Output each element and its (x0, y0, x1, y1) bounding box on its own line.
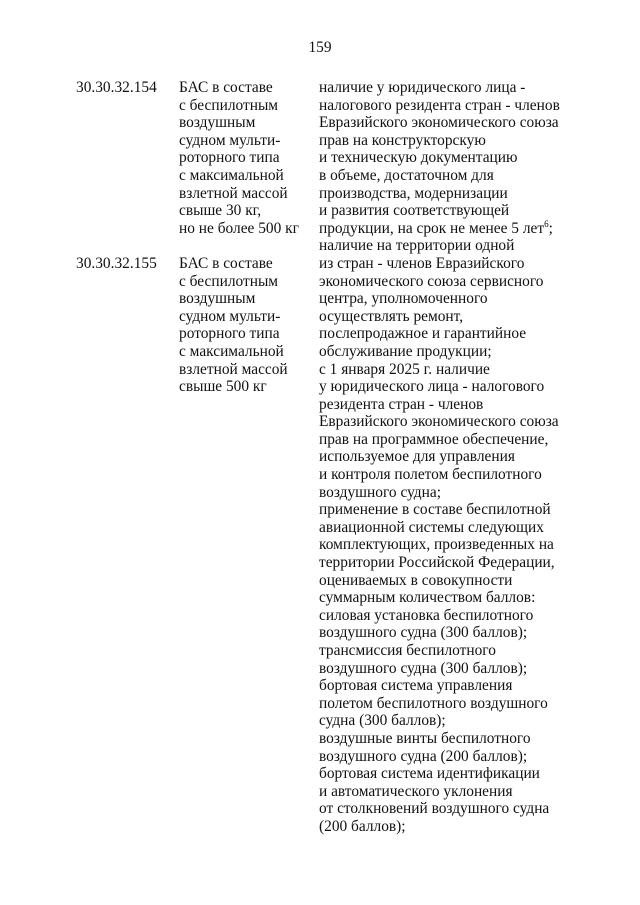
condition-line: (200 баллов); (319, 817, 406, 835)
condition-line: воздушные винты беспилотного (319, 729, 531, 747)
condition-line: воздушного судна; (319, 483, 441, 501)
product-name-line: воздушным (179, 114, 256, 132)
product-name-line: судном мульти- (179, 307, 281, 325)
product-name-line: с максимальной (179, 342, 284, 360)
conditions-column (319, 79, 560, 836)
condition-line: прав на программное обеспечение, (319, 430, 549, 448)
condition-line: из стран - членов Евразийского (319, 254, 525, 272)
product-name-line: взлетной массой (179, 184, 288, 202)
product-name-line: с максимальной (179, 166, 284, 184)
condition-line: воздушного судна (300 баллов); (319, 624, 528, 642)
condition-line: налогового резидента стран - членов (319, 96, 560, 114)
product-name-line: воздушным (179, 290, 256, 308)
page-number: 159 (308, 39, 332, 56)
condition-line: обслуживание продукции; (319, 342, 492, 360)
condition-line: используемое для управления (319, 448, 515, 466)
product-name-line: но не более 500 кг (179, 219, 299, 237)
condition-line: и техническую документацию (319, 149, 518, 167)
condition-line: полетом беспилотного воздушного (319, 694, 548, 712)
condition-line: применение в составе беспилотной (319, 501, 551, 519)
condition-line-with-footnote (319, 220, 560, 238)
condition-line: территории Российской Федерации, (319, 554, 555, 572)
condition-line: трансмиссия беспилотного (319, 642, 496, 659)
condition-text: продукции, на срок не менее 5 лет (319, 219, 545, 237)
condition-line: производства, модернизации (319, 184, 508, 202)
condition-line: осуществлять ремонт, (319, 307, 464, 325)
product-name (179, 79, 299, 237)
condition-line: резидента стран - членов (319, 395, 484, 413)
condition-line: прав на конструкторскую (319, 131, 486, 149)
product-name-line: роторного типа (179, 149, 280, 167)
condition-line: силовая установка беспилотного (319, 606, 534, 624)
product-name-line: БАС в составе (179, 79, 273, 96)
condition-line: воздушного судна (200 баллов); (319, 747, 528, 765)
condition-line: с 1 января 2025 г. наличие (319, 360, 490, 378)
condition-line: в объеме, достаточном для (319, 166, 494, 184)
condition-line: послепродажное и гарантийное (319, 325, 527, 343)
condition-line: у юридического лица - налогового (319, 378, 545, 396)
condition-line: экономического союза сервисного (319, 272, 544, 290)
product-code: 30.30.32.155 (76, 255, 157, 272)
product-name-line: с беспилотным (179, 272, 279, 290)
condition-line: наличие на территории одной (319, 237, 515, 255)
condition-line: суммарным количеством баллов: (319, 589, 536, 607)
condition-line: и развития соответствующей (319, 202, 510, 220)
condition-line: наличие у юридического лица - (319, 79, 526, 96)
product-name-line: свыше 500 кг (179, 378, 267, 396)
product-code: 30.30.32.154 (76, 79, 157, 96)
product-name (179, 255, 288, 396)
condition-line: бортовая система управления (319, 677, 513, 695)
product-name-line: БАС в составе (179, 255, 273, 272)
footnote-suffix: ; (548, 219, 553, 237)
condition-line: воздушного судна (300 баллов); (319, 659, 528, 677)
condition-line: судна (300 баллов); (319, 712, 446, 730)
condition-line: и контроля полетом беспилотного (319, 466, 542, 484)
product-name-line: судном мульти- (179, 131, 281, 149)
condition-line: бортовая система идентификации (319, 765, 540, 783)
product-name-line: свыше 30 кг, (179, 202, 262, 220)
condition-line: авиационной системы следующих (319, 518, 544, 536)
product-name-line: взлетной массой (179, 360, 288, 378)
condition-line: от столкновений воздушного судна (319, 800, 550, 818)
condition-line: оцениваемых в совокупности (319, 571, 513, 589)
condition-line: комплектующих, произведенных на (319, 536, 554, 554)
footnote-mark: 6 (544, 218, 549, 229)
product-name-line: роторного типа (179, 325, 280, 343)
condition-line: Евразийского экономического союза (319, 114, 559, 132)
condition-line: Евразийского экономического союза (319, 413, 559, 431)
condition-line: и автоматического уклонения (319, 782, 513, 800)
condition-line: центра, уполномоченного (319, 290, 488, 308)
product-name-line: с беспилотным (179, 96, 279, 114)
